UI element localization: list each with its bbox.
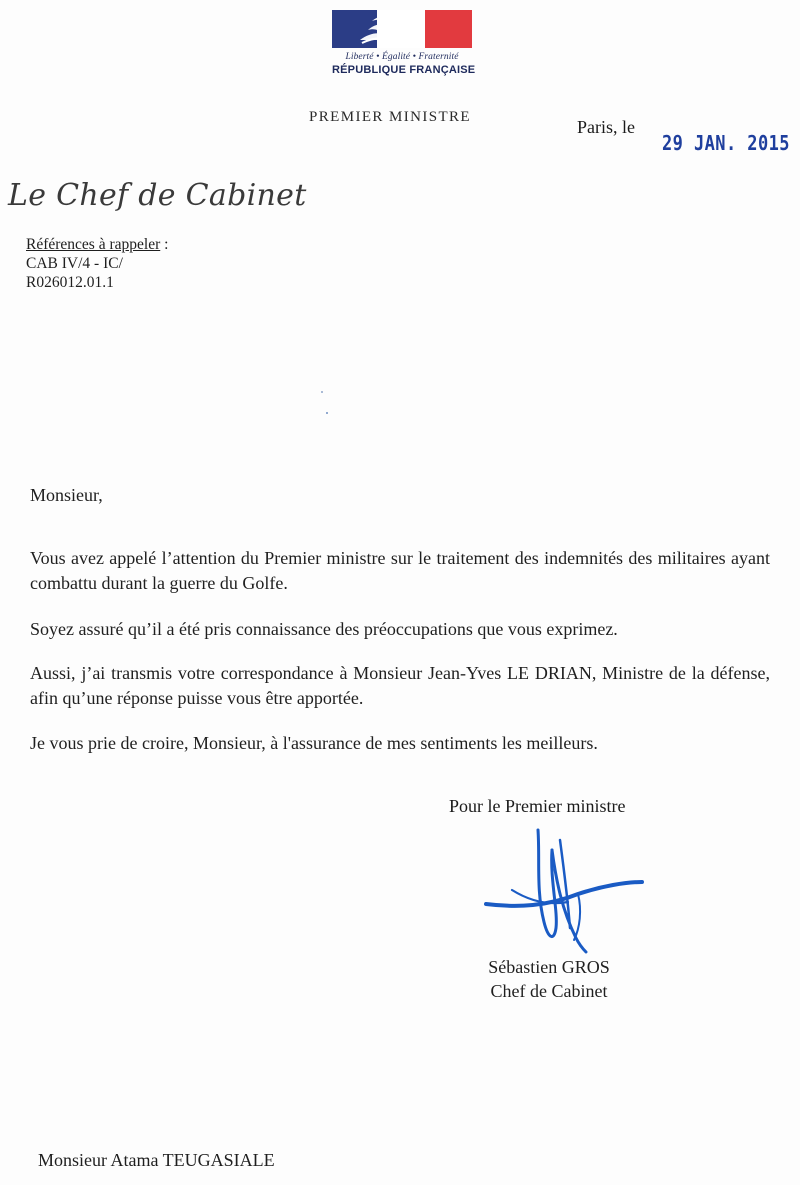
marianne-logo bbox=[332, 10, 476, 76]
references-colon: : bbox=[160, 236, 169, 253]
tricolor-flag bbox=[332, 10, 472, 48]
marianne-profile-icon bbox=[332, 10, 472, 48]
place-line: Paris, le bbox=[577, 117, 635, 137]
republic-motto: Liberté • Égalité • Fraternité bbox=[345, 52, 459, 62]
handwritten-signature bbox=[478, 810, 646, 960]
body-paragraph: Soyez assuré qu’il a été pris connaissance des préoccupations que vous exprimez. bbox=[30, 619, 618, 639]
reference-line: CAB IV/4 - IC/ bbox=[26, 255, 123, 272]
body-paragraph: Je vous prie de croire, Monsieur, à l'assurance de mes sentiments les meilleurs. bbox=[30, 733, 598, 753]
sender-title: Le Chef de Cabinet bbox=[8, 178, 307, 213]
date-stamp: 29 JAN. 2015 bbox=[662, 131, 790, 155]
salutation: Monsieur, bbox=[30, 485, 103, 505]
body-paragraph: Aussi, j’ai transmis votre correspondance à Monsieur Jean-Yves LE DRIAN, Ministre de la défense, afin qu’une réponse puisse vous être apportée. bbox=[30, 663, 770, 708]
signer-name: Sébastien GROS bbox=[488, 957, 610, 977]
on-behalf-line: Pour le Premier ministre bbox=[449, 796, 626, 816]
department-heading: PREMIER MINISTRE bbox=[309, 109, 471, 125]
recipient-name: Monsieur Atama TEUGASIALE bbox=[38, 1150, 275, 1170]
references-label: Références à rappeler bbox=[26, 236, 161, 253]
signer-role: Chef de Cabinet bbox=[490, 981, 608, 1001]
reference-line: R026012.01.1 bbox=[26, 274, 114, 291]
references-block bbox=[26, 235, 168, 292]
scan-specks bbox=[318, 388, 338, 418]
body-paragraph: Vous avez appelé l’attention du Premier ministre sur le traitement des indemnités des militaires ayant combattu durant la guerre du Golfe. bbox=[30, 548, 770, 593]
signer-block bbox=[430, 955, 668, 1003]
republic-name: RÉPUBLIQUE FRANÇAISE bbox=[332, 64, 476, 76]
